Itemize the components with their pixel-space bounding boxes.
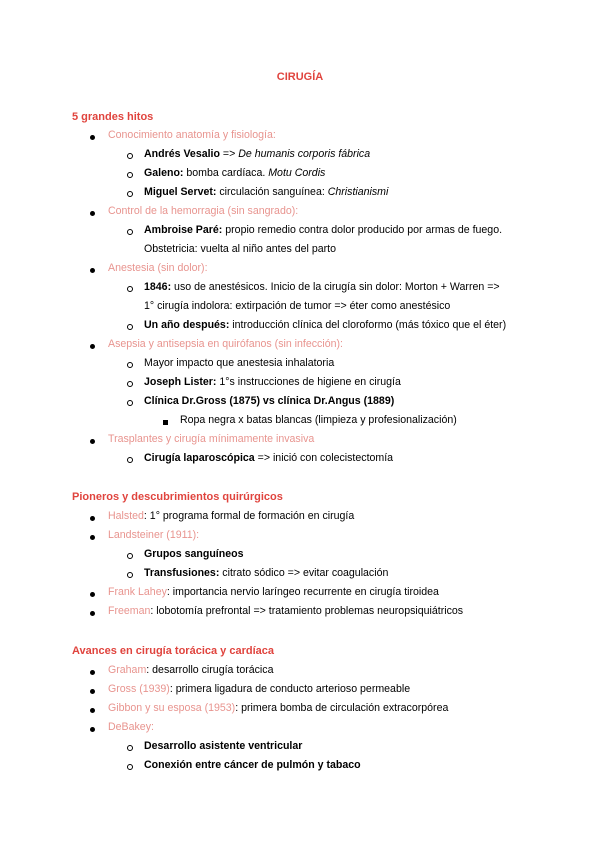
circle-bullet-icon (127, 153, 133, 159)
section-heading-avances: Avances en cirugía torácica y cardíaca (72, 645, 274, 657)
list-item: Control de la hemorragia (sin sangrado): (108, 205, 299, 217)
section-heading-hitos: 5 grandes hitos (72, 111, 154, 123)
list-item: Gibbon y su esposa (1953): primera bomba de circulación extracorpórea (108, 702, 449, 714)
circle-bullet-icon (127, 286, 133, 292)
square-bullet-icon (163, 420, 168, 425)
bullet-icon (90, 439, 95, 444)
page-title: CIRUGÍA (276, 71, 324, 83)
list-item: Clínica Dr.Gross (1875) vs clínica Dr.Angus (1889) (144, 395, 395, 407)
bullet-icon (90, 268, 95, 273)
list-item: Asepsia y antisepsia en quirófanos (sin infección): (108, 338, 343, 350)
bullet-icon (90, 535, 95, 540)
list-item: DeBakey: (108, 721, 154, 733)
circle-bullet-icon (127, 362, 133, 368)
list-item: Halsted: 1° programa formal de formación en cirugía (108, 510, 355, 522)
bullet-icon (90, 727, 95, 732)
circle-bullet-icon (127, 324, 133, 330)
circle-bullet-icon (127, 745, 133, 751)
list-item: Transfusiones: citrato sódico => evitar coagulación (144, 567, 389, 579)
bullet-icon (90, 211, 95, 216)
list-item: Joseph Lister: 1°s instrucciones de higiene en cirugía (144, 376, 401, 388)
list-item: 1846: uso de anestésicos. Inicio de la cirugía sin dolor: Morton + Warren => (144, 281, 500, 293)
list-item: Desarrollo asistente ventricular (144, 740, 303, 752)
circle-bullet-icon (127, 764, 133, 770)
bullet-icon (90, 689, 95, 694)
list-item: Graham: desarrollo cirugía torácica (108, 664, 274, 676)
section-heading-pioneros: Pioneros y descubrimientos quirúrgicos (72, 491, 283, 503)
list-item: Gross (1939): primera ligadura de conducto arterioso permeable (108, 683, 411, 695)
circle-bullet-icon (127, 191, 133, 197)
list-item: Trasplantes y cirugía mínimamente invasiva (108, 433, 315, 445)
list-item: Landsteiner (1911): (108, 529, 200, 541)
circle-bullet-icon (127, 400, 133, 406)
circle-bullet-icon (127, 553, 133, 559)
circle-bullet-icon (127, 229, 133, 235)
list-item: Galeno: bomba cardíaca. Motu Cordis (144, 167, 326, 179)
list-item: Cirugía laparoscópica => inició con colecistectomía (144, 452, 394, 464)
list-item: Freeman: lobotomía prefrontal => tratamiento problemas neuropsiquiátricos (108, 605, 464, 617)
bullet-icon (90, 611, 95, 616)
bullet-icon (90, 344, 95, 349)
list-item: Mayor impacto que anestesia inhalatoria (144, 357, 335, 369)
circle-bullet-icon (127, 172, 133, 178)
bullet-icon (90, 592, 95, 597)
list-item: Frank Lahey: importancia nervio laríngeo recurrente en cirugía tiroidea (108, 586, 439, 598)
list-item: Grupos sanguíneos (144, 548, 244, 560)
list-item: Conexión entre cáncer de pulmón y tabaco (144, 759, 361, 771)
bullet-icon (90, 708, 95, 713)
list-item-continuation: 1° cirugía indolora: extirpación de tumor => éter como anestésico (144, 300, 451, 312)
list-item: Conocimiento anatomía y fisiología: (108, 129, 276, 141)
list-item: Andrés Vesalio => De humanis corporis fábrica (144, 148, 371, 160)
list-item-continuation: Obstetricia: vuelta al niño antes del parto (144, 243, 336, 255)
list-item: Ambroise Paré: propio remedio contra dolor producido por armas de fuego. (144, 224, 503, 236)
list-item: Ropa negra x batas blancas (limpieza y profesionalización) (180, 414, 457, 426)
circle-bullet-icon (127, 572, 133, 578)
bullet-icon (90, 516, 95, 521)
list-item: Miguel Servet: circulación sanguínea: Christianismi (144, 186, 389, 198)
list-item: Anestesia (sin dolor): (108, 262, 208, 274)
bullet-icon (90, 670, 95, 675)
bullet-icon (90, 135, 95, 140)
circle-bullet-icon (127, 457, 133, 463)
circle-bullet-icon (127, 381, 133, 387)
list-item: Un año después: introducción clínica del cloroformo (más tóxico que el éter) (144, 319, 507, 331)
